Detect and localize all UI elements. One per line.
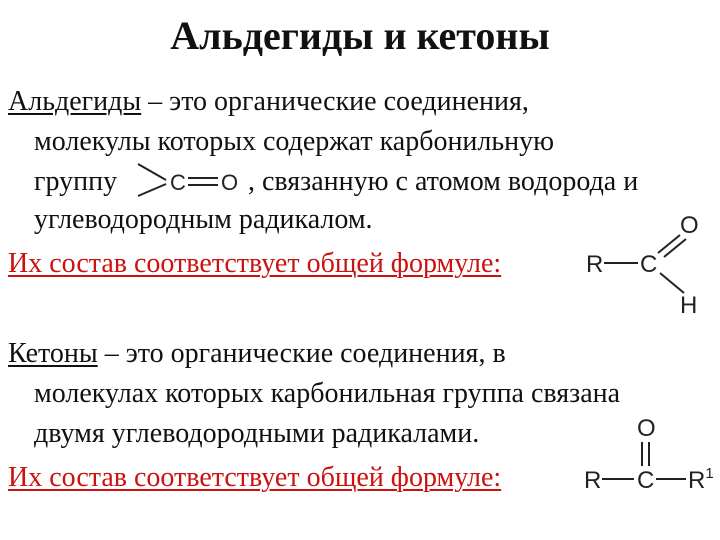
ketone-definition-line-3: двумя углеводородными радикалами. xyxy=(34,418,480,449)
aldehyde-definition-line-2: молекулы которых содержат карбонильную xyxy=(34,126,555,157)
carbonyl-oxygen-label: O xyxy=(221,170,239,195)
aldehyde-formula-r: R xyxy=(586,251,604,278)
aldehyde-definition-line-4: углеводородным радикалом. xyxy=(34,204,373,235)
ketone-formula-r: R xyxy=(584,467,602,494)
carbonyl-carbon-label: C xyxy=(170,170,186,195)
ketone-formula-oxygen: O xyxy=(637,415,656,442)
aldehyde-formula-caption: Их состав соответствует общей формуле: xyxy=(8,248,502,279)
aldehyde-co-bond-2 xyxy=(664,239,686,257)
ketone-formula-r1-letter: R xyxy=(688,467,706,494)
ketone-formula-caption: Их состав соответствует общей формуле: xyxy=(8,462,502,493)
aldehyde-term: Альдегиды xyxy=(8,86,142,117)
ketone-general-formula xyxy=(578,412,718,494)
ketone-term: Кетоны xyxy=(8,338,98,369)
aldehyde-definition-line-3-end: , связанную с атомом водорода и xyxy=(248,166,639,197)
carbonyl-group-structure xyxy=(128,158,248,202)
ketone-formula-r1-superscript: 1 xyxy=(705,465,714,482)
aldehyde-co-bond-1 xyxy=(658,235,680,253)
aldehyde-formula-carbon: C xyxy=(640,251,658,278)
aldehyde-general-formula xyxy=(580,205,710,320)
aldehyde-definition-line-1 xyxy=(8,86,529,118)
aldehyde-def-text-1: – это органические соединения, xyxy=(141,86,529,117)
ketone-formula-carbon: C xyxy=(637,467,655,494)
ketone-definition-line-2: молекулах которых карбонильная группа связана xyxy=(34,378,621,409)
aldehyde-formula-hydrogen: H xyxy=(680,292,698,319)
ketone-definition-line-1 xyxy=(8,338,506,370)
aldehyde-definition-line-3-start: группу xyxy=(34,166,118,197)
ketone-formula-r1 xyxy=(688,465,714,494)
slide-title: Альдегиды и кетоны xyxy=(170,13,550,58)
carbonyl-bond-upper xyxy=(138,164,166,180)
carbonyl-bond-lower xyxy=(138,184,166,196)
aldehyde-formula-oxygen: O xyxy=(680,212,699,239)
aldehyde-ch-bond xyxy=(660,273,684,293)
ketone-def-text-1: – это органические соединения, в xyxy=(97,338,506,369)
